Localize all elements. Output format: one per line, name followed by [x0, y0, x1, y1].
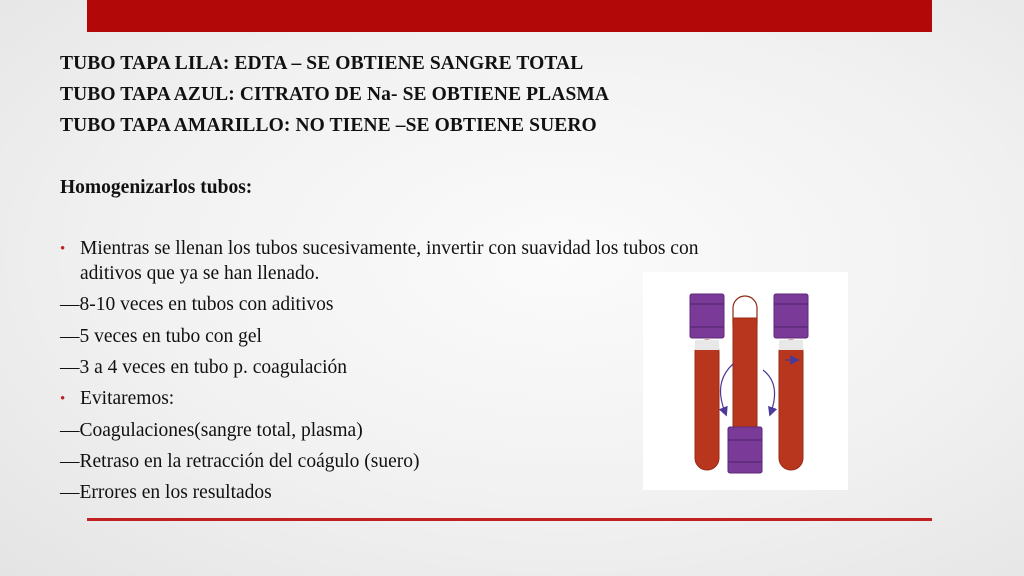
bullet-marker: • — [60, 241, 66, 257]
heading-lila: TUBO TAPA LILA: EDTA – SE OBTIENE SANGRE TOTAL — [60, 53, 584, 74]
list-item: —Retraso en la retracción del coágulo (suero) — [60, 451, 420, 472]
middle-tube — [728, 296, 762, 473]
bullet2-text: Evitaremos: — [80, 388, 175, 409]
list-item: —Errores en los resultados — [60, 482, 272, 503]
left-tube — [690, 294, 724, 470]
right-tube — [774, 294, 808, 470]
bullet1-line2: aditivos que ya se han llenado. — [80, 263, 320, 284]
list-item: —5 veces en tubo con gel — [60, 326, 262, 347]
right-arrow-icon — [763, 370, 775, 412]
list-item: —Coagulaciones(sangre total, plasma) — [60, 420, 363, 441]
tube-inversion-diagram-icon — [643, 272, 848, 490]
left-arrow-icon — [721, 364, 734, 412]
bullet-marker: • — [60, 391, 66, 407]
heading-azul: TUBO TAPA AZUL: CITRATO DE Na- SE OBTIENE PLASMA — [60, 84, 610, 105]
bullet1-line1: Mientras se llenan los tubos sucesivamente, invertir con suavidad los tubos con — [80, 238, 699, 259]
list-item: —8-10 veces en tubos con aditivos — [60, 294, 334, 315]
bottom-divider — [87, 518, 932, 521]
list-item: —3 a 4 veces en tubo p. coagulación — [60, 357, 347, 378]
top-accent-bar — [87, 0, 932, 32]
heading-amarillo: TUBO TAPA AMARILLO: NO TIENE –SE OBTIENE SUERO — [60, 115, 597, 136]
tube-diagram-svg — [643, 272, 848, 490]
subheading: Homogenizarlos tubos: — [60, 177, 253, 198]
